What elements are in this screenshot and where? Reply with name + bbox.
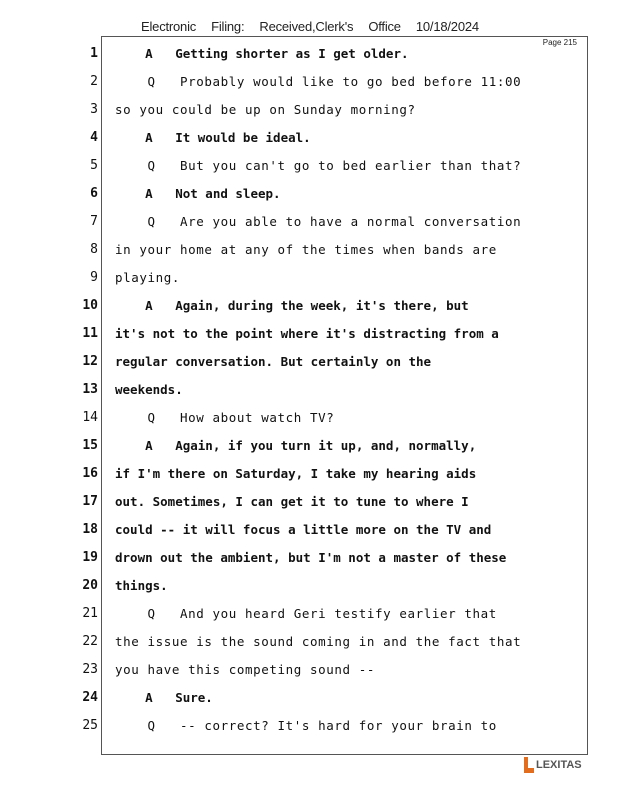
line-number: 3 xyxy=(90,102,98,117)
header-part: Electronic xyxy=(141,19,197,34)
answer-line: A Getting shorter as I get older. xyxy=(115,46,409,61)
header-part: Office xyxy=(368,19,401,34)
answer-line: drown out the ambient, but I'm not a master of these xyxy=(115,550,507,565)
header-part: Received,Clerk's xyxy=(259,19,354,34)
filing-header xyxy=(141,19,494,34)
answer-line: A Again, if you turn it up, and, normally, xyxy=(115,438,477,453)
question-line: in your home at any of the times when bands are xyxy=(115,242,497,257)
lexitas-logo-icon xyxy=(524,757,534,773)
question-line: Q Probably would like to go bed before 11:00 xyxy=(115,74,522,89)
line-number: 16 xyxy=(82,466,98,481)
line-number: 21 xyxy=(82,606,98,621)
line-number: 10 xyxy=(82,298,98,313)
line-number: 4 xyxy=(90,130,98,145)
logo-text: LEXITAS xyxy=(536,759,582,771)
answer-line: it's not to the point where it's distracting from a xyxy=(115,326,499,341)
line-number: 19 xyxy=(82,550,98,565)
lexitas-logo xyxy=(524,757,582,773)
answer-line: if I'm there on Saturday, I take my hearing aids xyxy=(115,466,477,481)
line-number: 14 xyxy=(82,410,98,425)
line-number: 8 xyxy=(90,242,98,257)
line-number: 24 xyxy=(82,690,98,705)
line-number: 11 xyxy=(82,326,98,341)
line-number: 20 xyxy=(82,578,98,593)
header-part: Filing: xyxy=(211,19,245,34)
question-line: playing. xyxy=(115,270,181,285)
question-line: Q How about watch TV? xyxy=(115,410,335,425)
line-number: 17 xyxy=(82,494,98,509)
answer-line: things. xyxy=(115,578,168,593)
line-number: 1 xyxy=(90,46,98,61)
line-number: 23 xyxy=(82,662,98,677)
page-number: Page 215 xyxy=(542,38,577,47)
line-number: 13 xyxy=(82,382,98,397)
line-number: 12 xyxy=(82,354,98,369)
answer-line: weekends. xyxy=(115,382,183,397)
line-number: 6 xyxy=(90,186,98,201)
question-line: so you could be up on Sunday morning? xyxy=(115,102,416,117)
answer-line: A Again, during the week, it's there, but xyxy=(115,298,469,313)
line-number: 7 xyxy=(90,214,98,229)
answer-line: A Sure. xyxy=(115,690,213,705)
question-line: Q But you can't go to bed earlier than that? xyxy=(115,158,522,173)
line-number: 15 xyxy=(82,438,98,453)
line-number: 18 xyxy=(82,522,98,537)
question-line: you have this competing sound -- xyxy=(115,662,376,677)
question-line: Q -- correct? It's hard for your brain to xyxy=(115,718,497,733)
answer-line: could -- it will focus a little more on the TV and xyxy=(115,522,492,537)
question-line: Q And you heard Geri testify earlier that xyxy=(115,606,497,621)
answer-line: out. Sometimes, I can get it to tune to where I xyxy=(115,494,469,509)
answer-line: regular conversation. But certainly on the xyxy=(115,354,432,369)
question-line: Q Are you able to have a normal conversation xyxy=(115,214,522,229)
answer-line: A It would be ideal. xyxy=(115,130,311,145)
question-line: the issue is the sound coming in and the fact that xyxy=(115,634,522,649)
line-number: 9 xyxy=(90,270,98,285)
line-number: 5 xyxy=(90,158,98,173)
line-number: 2 xyxy=(90,74,98,89)
answer-line: A Not and sleep. xyxy=(115,186,281,201)
line-number: 22 xyxy=(82,634,98,649)
line-number: 25 xyxy=(82,718,98,733)
header-part: 10/18/2024 xyxy=(415,19,479,34)
